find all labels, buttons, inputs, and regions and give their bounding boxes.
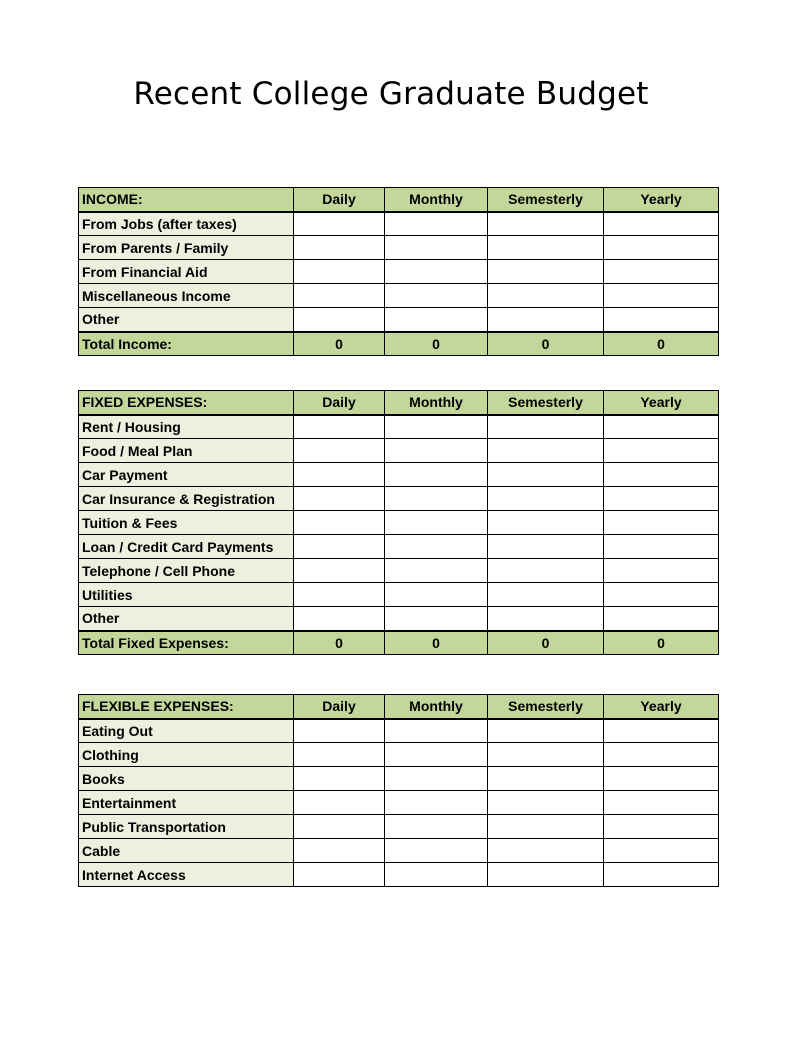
income-header-row: [79, 188, 719, 212]
row-label: Internet Access: [79, 863, 294, 887]
table-row: [79, 767, 719, 791]
row-label: Miscellaneous Income: [79, 284, 294, 308]
yearly-amount-cell[interactable]: [604, 767, 719, 791]
yearly-amount-cell[interactable]: [604, 535, 719, 559]
daily-amount-cell[interactable]: [294, 308, 385, 332]
daily-amount-cell[interactable]: [294, 415, 385, 439]
monthly-amount-cell[interactable]: [385, 583, 488, 607]
daily-amount-cell[interactable]: [294, 863, 385, 887]
monthly-amount-cell[interactable]: [385, 511, 488, 535]
semesterly-amount-cell[interactable]: [488, 607, 604, 631]
table-row: [79, 583, 719, 607]
daily-amount-cell[interactable]: [294, 487, 385, 511]
yearly-amount-cell[interactable]: [604, 791, 719, 815]
row-label: Other: [79, 607, 294, 631]
fixed-expenses-header-row: [79, 391, 719, 415]
flexible-expenses-section-header: FLEXIBLE EXPENSES:: [79, 695, 294, 719]
column-header-monthly: Monthly: [385, 695, 488, 719]
column-header-monthly: Monthly: [385, 391, 488, 415]
daily-amount-cell[interactable]: [294, 767, 385, 791]
column-header-semesterly: Semesterly: [488, 391, 604, 415]
income-table: [78, 187, 719, 356]
semesterly-amount-cell[interactable]: [488, 863, 604, 887]
monthly-amount-cell[interactable]: [385, 839, 488, 863]
total-row: [79, 332, 719, 356]
column-header-semesterly: Semesterly: [488, 188, 604, 212]
column-header-yearly: Yearly: [604, 391, 719, 415]
row-label: Car Insurance & Registration: [79, 487, 294, 511]
row-label: Utilities: [79, 583, 294, 607]
monthly-amount-cell[interactable]: [385, 284, 488, 308]
table-row: [79, 415, 719, 439]
yearly-amount-cell[interactable]: [604, 863, 719, 887]
daily-amount-cell[interactable]: [294, 719, 385, 743]
semesterly-amount-cell[interactable]: [488, 535, 604, 559]
table-row: [79, 839, 719, 863]
semesterly-amount-cell[interactable]: [488, 559, 604, 583]
table-row: [79, 463, 719, 487]
semesterly-total-value: 0: [488, 631, 604, 655]
monthly-amount-cell[interactable]: [385, 308, 488, 332]
yearly-amount-cell[interactable]: [604, 308, 719, 332]
daily-amount-cell[interactable]: [294, 743, 385, 767]
yearly-amount-cell[interactable]: [604, 260, 719, 284]
daily-amount-cell[interactable]: [294, 607, 385, 631]
yearly-amount-cell[interactable]: [604, 236, 719, 260]
table-row: [79, 815, 719, 839]
row-label: Books: [79, 767, 294, 791]
total-label: Total Income:: [79, 332, 294, 356]
semesterly-amount-cell[interactable]: [488, 415, 604, 439]
monthly-amount-cell[interactable]: [385, 439, 488, 463]
yearly-amount-cell[interactable]: [604, 284, 719, 308]
table-row: [79, 719, 719, 743]
yearly-total-value: 0: [604, 631, 719, 655]
daily-amount-cell[interactable]: [294, 212, 385, 236]
row-label: From Financial Aid: [79, 260, 294, 284]
yearly-amount-cell[interactable]: [604, 212, 719, 236]
yearly-amount-cell[interactable]: [604, 415, 719, 439]
monthly-amount-cell[interactable]: [385, 236, 488, 260]
yearly-amount-cell[interactable]: [604, 743, 719, 767]
semesterly-amount-cell[interactable]: [488, 236, 604, 260]
semesterly-amount-cell[interactable]: [488, 511, 604, 535]
yearly-amount-cell[interactable]: [604, 839, 719, 863]
table-row: [79, 439, 719, 463]
row-label: Public Transportation: [79, 815, 294, 839]
table-row: [79, 863, 719, 887]
monthly-amount-cell[interactable]: [385, 415, 488, 439]
table-row: [79, 212, 719, 236]
semesterly-amount-cell[interactable]: [488, 308, 604, 332]
semesterly-amount-cell[interactable]: [488, 815, 604, 839]
yearly-amount-cell[interactable]: [604, 815, 719, 839]
row-label: Other: [79, 308, 294, 332]
monthly-amount-cell[interactable]: [385, 463, 488, 487]
semesterly-amount-cell[interactable]: [488, 839, 604, 863]
total-label: Total Fixed Expenses:: [79, 631, 294, 655]
semesterly-amount-cell[interactable]: [488, 284, 604, 308]
daily-amount-cell[interactable]: [294, 583, 385, 607]
daily-total-value: 0: [294, 631, 385, 655]
daily-amount-cell[interactable]: [294, 463, 385, 487]
monthly-amount-cell[interactable]: [385, 487, 488, 511]
table-row: [79, 559, 719, 583]
yearly-amount-cell[interactable]: [604, 559, 719, 583]
monthly-total-value: 0: [385, 332, 488, 356]
row-label: From Jobs (after taxes): [79, 212, 294, 236]
table-row: [79, 511, 719, 535]
table-row: [79, 308, 719, 332]
yearly-amount-cell[interactable]: [604, 583, 719, 607]
monthly-amount-cell[interactable]: [385, 212, 488, 236]
table-row: [79, 284, 719, 308]
yearly-amount-cell[interactable]: [604, 719, 719, 743]
flexible-expenses-header-row: [79, 695, 719, 719]
monthly-amount-cell[interactable]: [385, 815, 488, 839]
column-header-monthly: Monthly: [385, 188, 488, 212]
semesterly-amount-cell[interactable]: [488, 487, 604, 511]
monthly-amount-cell[interactable]: [385, 791, 488, 815]
row-label: Cable: [79, 839, 294, 863]
column-header-semesterly: Semesterly: [488, 695, 604, 719]
semesterly-amount-cell[interactable]: [488, 439, 604, 463]
monthly-total-value: 0: [385, 631, 488, 655]
semesterly-amount-cell[interactable]: [488, 212, 604, 236]
daily-amount-cell[interactable]: [294, 260, 385, 284]
fixed-expenses-section-header: FIXED EXPENSES:: [79, 391, 294, 415]
daily-amount-cell[interactable]: [294, 791, 385, 815]
daily-amount-cell[interactable]: [294, 284, 385, 308]
semesterly-amount-cell[interactable]: [488, 463, 604, 487]
semesterly-amount-cell[interactable]: [488, 583, 604, 607]
table-row: [79, 743, 719, 767]
yearly-amount-cell[interactable]: [604, 511, 719, 535]
row-label: Tuition & Fees: [79, 511, 294, 535]
daily-amount-cell[interactable]: [294, 839, 385, 863]
monthly-amount-cell[interactable]: [385, 559, 488, 583]
row-label: From Parents / Family: [79, 236, 294, 260]
semesterly-amount-cell[interactable]: [488, 743, 604, 767]
fixed-expenses-table: [78, 390, 719, 655]
yearly-amount-cell[interactable]: [604, 439, 719, 463]
table-row: [79, 260, 719, 284]
row-label: Loan / Credit Card Payments: [79, 535, 294, 559]
monthly-amount-cell[interactable]: [385, 863, 488, 887]
monthly-amount-cell[interactable]: [385, 719, 488, 743]
yearly-total-value: 0: [604, 332, 719, 356]
yearly-amount-cell[interactable]: [604, 463, 719, 487]
row-label: Entertainment: [79, 791, 294, 815]
flexible-expenses-table: [78, 694, 719, 887]
column-header-daily: Daily: [294, 188, 385, 212]
page-title: Recent College Graduate Budget: [133, 76, 649, 112]
row-label: Clothing: [79, 743, 294, 767]
monthly-amount-cell[interactable]: [385, 743, 488, 767]
daily-amount-cell[interactable]: [294, 815, 385, 839]
daily-amount-cell[interactable]: [294, 535, 385, 559]
monthly-amount-cell[interactable]: [385, 535, 488, 559]
column-header-yearly: Yearly: [604, 188, 719, 212]
yearly-amount-cell[interactable]: [604, 487, 719, 511]
total-row: [79, 631, 719, 655]
table-row: [79, 791, 719, 815]
column-header-yearly: Yearly: [604, 695, 719, 719]
column-header-daily: Daily: [294, 391, 385, 415]
semesterly-amount-cell[interactable]: [488, 719, 604, 743]
table-row: [79, 535, 719, 559]
semesterly-amount-cell[interactable]: [488, 791, 604, 815]
row-label: Telephone / Cell Phone: [79, 559, 294, 583]
row-label: Car Payment: [79, 463, 294, 487]
monthly-amount-cell[interactable]: [385, 607, 488, 631]
daily-total-value: 0: [294, 332, 385, 356]
semesterly-total-value: 0: [488, 332, 604, 356]
monthly-amount-cell[interactable]: [385, 767, 488, 791]
daily-amount-cell[interactable]: [294, 439, 385, 463]
daily-amount-cell[interactable]: [294, 559, 385, 583]
table-row: [79, 236, 719, 260]
semesterly-amount-cell[interactable]: [488, 767, 604, 791]
table-row: [79, 607, 719, 631]
table-row: [79, 487, 719, 511]
semesterly-amount-cell[interactable]: [488, 260, 604, 284]
monthly-amount-cell[interactable]: [385, 260, 488, 284]
column-header-daily: Daily: [294, 695, 385, 719]
row-label: Food / Meal Plan: [79, 439, 294, 463]
row-label: Rent / Housing: [79, 415, 294, 439]
yearly-amount-cell[interactable]: [604, 607, 719, 631]
daily-amount-cell[interactable]: [294, 511, 385, 535]
row-label: Eating Out: [79, 719, 294, 743]
income-section-header: INCOME:: [79, 188, 294, 212]
daily-amount-cell[interactable]: [294, 236, 385, 260]
